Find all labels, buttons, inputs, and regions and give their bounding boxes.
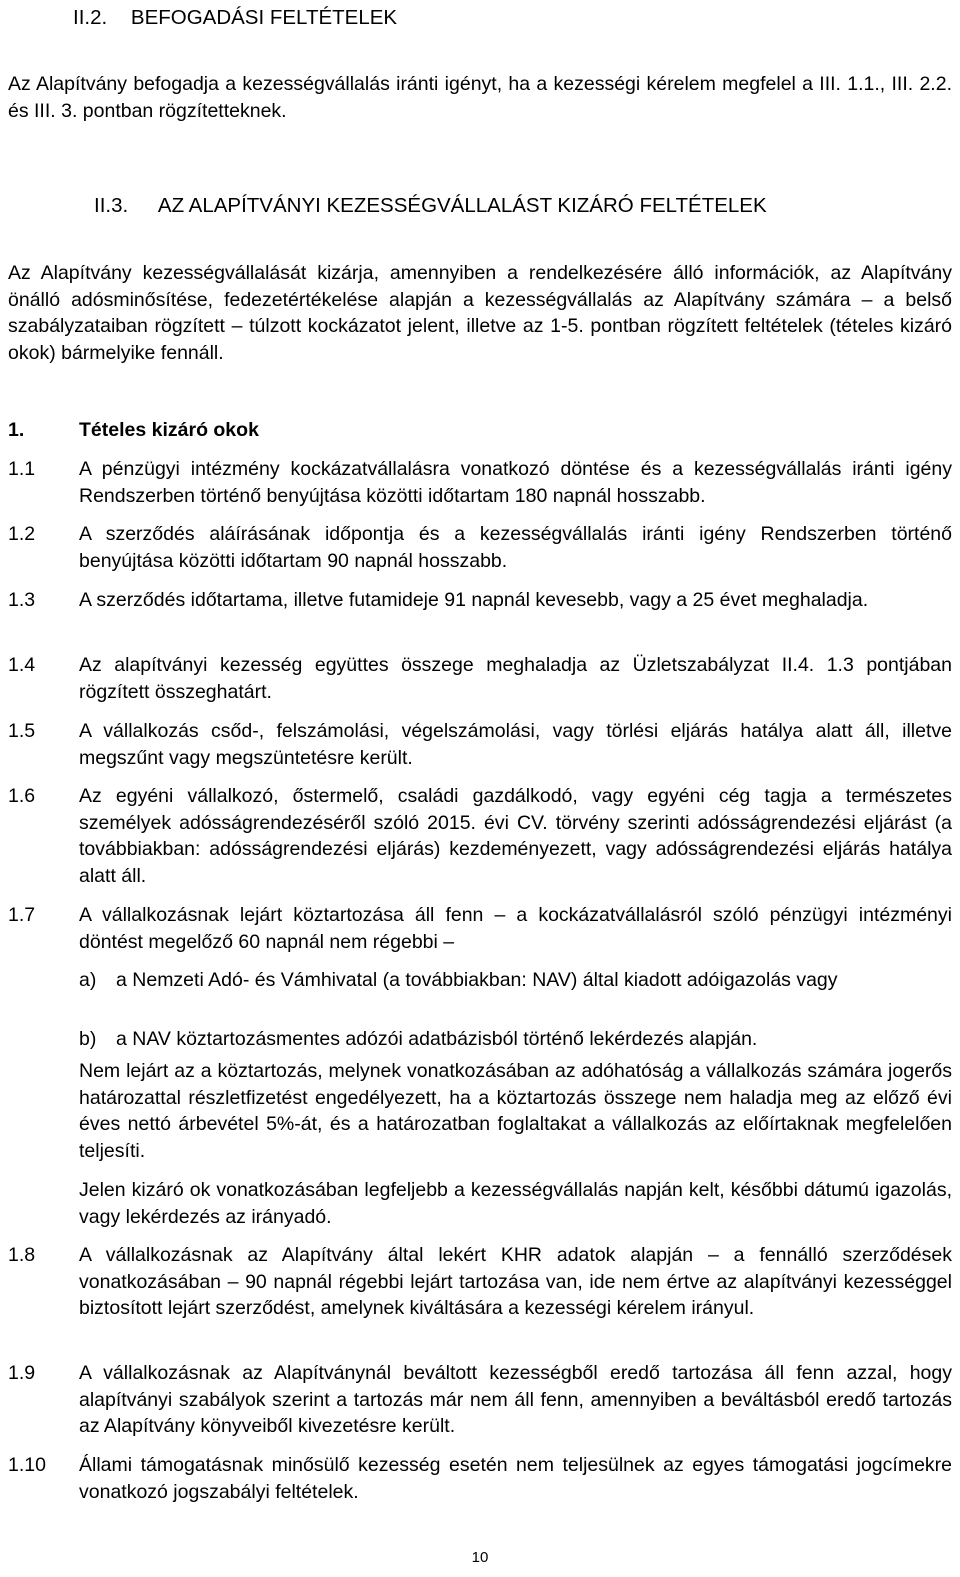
section-2-3-title: AZ ALAPÍTVÁNYI KEZESSÉGVÁLLALÁST KIZÁRÓ FELTÉTELEK: [157, 194, 767, 217]
item-number: 1.9: [8, 1362, 36, 1384]
item-text: A vállalkozásnak lejárt köztartozása áll fenn – a kockázatvállalásról szóló pénzügyi intézményi döntést megelőző 60 napnál nem régebbi –: [79, 904, 952, 953]
sub-item-text: a NAV köztartozásmentes adózói adatbázisból történő lekérdezés alapján.: [116, 1028, 758, 1050]
page-number: 10: [471, 1549, 489, 1566]
item-number: 1.6: [8, 785, 36, 807]
item-number: 1.3: [8, 589, 36, 611]
item-text: Az egyéni vállalkozó, őstermelő, családi gazdálkodó, vagy egyéni cég tagja a természetes személyek adósságrendezéséről szóló 2015. évi CV. törvény szerinti adósságrendezési eljárást (a továbbiakban: adósságrendezési eljárás) kezdeményezett, vagy adósságrendezési eljárás hatálya alatt áll.: [79, 785, 952, 887]
item-text: A szerződés időtartama, illetve futamideje 91 napnál kevesebb, vagy a 25 évet meghaladja.: [79, 589, 869, 611]
item-text: A vállalkozás csőd-, felszámolási, végelszámolási, vagy törlési eljárás hatálya alatt áll, illetve megszűnt vagy megszüntetésre került.: [79, 720, 952, 769]
item-text: A vállalkozásnak az Alapítvány által lekért KHR adatok alapján – a fennálló szerződések vonatkozásában – 90 napnál régebbi lejárt tartozása van, ide nem értve az alapítványi kezességgel biztosított lejárt szerződést, amelynek kiváltására a kezességi kérelem irányul.: [79, 1244, 952, 1319]
sub-item-label: a): [79, 969, 97, 991]
section-2-3-number: II.3.: [94, 194, 129, 217]
item-text: Az alapítványi kezesség együttes összege meghaladja az Üzletszabályzat II.4. 1.3 pontjában rögzített összeghatárt.: [79, 654, 952, 703]
item-1-7-paragraph: Nem lejárt az a köztartozás, melynek vonatkozásában az adóhatóság a vállalkozás számára jogerős határozattal részletfizetést engedélyezett, ha a köztartozás összege nem haladja meg az előző évi éves nettó árbevétel 5%-át, és a határozatban foglaltakat a vállalkozás az előírtaknak megfelelően teljesíti.: [79, 1060, 952, 1162]
item-text: Állami támogatásnak minősülő kezesség esetén nem teljesülnek az egyes támogatási jogcímekre vonatkozó jogszabályi feltételek.: [79, 1454, 952, 1503]
sub-item-label: b): [79, 1028, 97, 1050]
item-text: A szerződés aláírásának időpontja és a kezességvállalás iránti igény Rendszerben történő benyújtása közötti időtartam 90 napnál hosszabb.: [79, 523, 952, 572]
section-2-3-heading: [94, 193, 767, 220]
subsection-1-title: Tételes kizáró okok: [79, 419, 259, 441]
subsection-1-number: 1.: [8, 419, 25, 441]
section-2-2-heading: [73, 5, 397, 32]
section-2-2-paragraph: Az Alapítvány befogadja a kezességvállalás iránti igényt, ha a kezességi kérelem megfelel a III. 1.1., III. 2.2. és III. 3. pontban rögzítetteknek.: [8, 73, 952, 122]
item-text: A pénzügyi intézmény kockázatvállalásra vonatkozó döntése és a kezességvállalás iránti igény Rendszerben történő benyújtása közötti időtartam 180 napnál hosszabb.: [79, 458, 952, 507]
item-number: 1.8: [8, 1244, 36, 1266]
item-text: A vállalkozásnak az Alapítványnál beváltott kezességből eredő tartozása áll fenn azzal, hogy alapítványi szabályok szerint a tartozás már nem áll fenn, amennyiben a beváltásból eredő tartozás az Alapítvány könyveiből kivezetésre került.: [79, 1362, 952, 1437]
section-2-2-number: II.2.: [73, 6, 108, 29]
item-number: 1.4: [8, 654, 36, 676]
section-2-3-paragraph: Az Alapítvány kezességvállalását kizárja, amennyiben a rendelkezésére álló információk, az Alapítvány önálló adósminősítése, fedezetértékelése alapján a kezességvállalás az Alapítvány számára – a belső szabályzataiban rögzített – túlzott kockázatot jelent, illetve az 1-5. pontban rögzített feltételek (tételes kizáró okok) bármelyike fennáll.: [8, 262, 952, 364]
item-number: 1.5: [8, 720, 36, 742]
item-number: 1.10: [8, 1454, 46, 1476]
item-number: 1.1: [8, 458, 36, 480]
section-2-2-title: BEFOGADÁSI FELTÉTELEK: [130, 6, 398, 29]
item-number: 1.2: [8, 523, 36, 545]
item-1-7-paragraph: Jelen kizáró ok vonatkozásában legfeljebb a kezességvállalás napján kelt, későbbi dátumú igazolás, vagy lekérdezés az irányadó.: [79, 1179, 952, 1228]
subsection-1-heading: [8, 417, 259, 444]
item-number: 1.7: [8, 904, 36, 926]
sub-item-text: a Nemzeti Adó- és Vámhivatal (a továbbiakban: NAV) által kiadott adóigazolás vagy: [116, 969, 838, 991]
